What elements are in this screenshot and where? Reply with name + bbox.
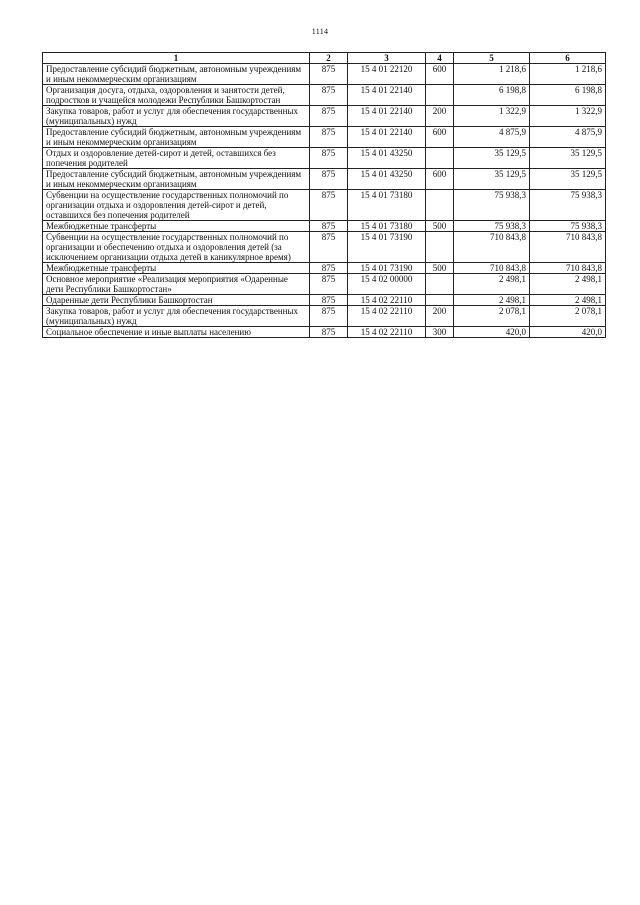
budget-table <box>42 52 606 338</box>
row-amount-1-cell: 4 875,9 <box>454 127 530 148</box>
row-name-cell: Предоставление субсидий бюджетным, автономным учреждениям и иным некоммерческим организациям <box>43 64 310 85</box>
row-amount-1-cell: 75 938,3 <box>454 221 530 232</box>
row-amount-2-cell: 2 078,1 <box>530 306 606 327</box>
row-name-cell: Межбюджетные трансферты <box>43 263 310 274</box>
row-amount-1-cell: 420,0 <box>454 327 530 338</box>
row-type-cell <box>426 190 454 221</box>
row-type-cell <box>426 232 454 263</box>
table-row <box>43 64 606 85</box>
row-amount-1-cell: 1 218,6 <box>454 64 530 85</box>
table-row <box>43 169 606 190</box>
row-type-cell <box>426 274 454 295</box>
row-ministry-cell: 875 <box>310 127 348 148</box>
row-amount-1-cell: 35 129,5 <box>454 148 530 169</box>
row-amount-1-cell: 75 938,3 <box>454 190 530 221</box>
row-amount-2-cell: 6 198,8 <box>530 85 606 106</box>
row-ministry-cell: 875 <box>310 221 348 232</box>
row-type-cell <box>426 85 454 106</box>
row-target-cell: 15 4 02 00000 <box>348 274 426 295</box>
row-target-cell: 15 4 02 22110 <box>348 327 426 338</box>
row-type-cell <box>426 295 454 306</box>
table-row <box>43 221 606 232</box>
row-name-cell: Одаренные дети Республики Башкортостан <box>43 295 310 306</box>
row-type-cell: 600 <box>426 64 454 85</box>
header-row <box>43 53 606 64</box>
table-row <box>43 232 606 263</box>
row-name-cell: Субвенции на осуществление государственных полномочий по организации и обеспечению отдыха и оздоровления детей (за исключением организации отдыха детей в каникулярное время) <box>43 232 310 263</box>
row-ministry-cell: 875 <box>310 190 348 221</box>
row-target-cell: 15 4 01 22140 <box>348 127 426 148</box>
row-type-cell: 200 <box>426 106 454 127</box>
row-target-cell: 15 4 01 73180 <box>348 221 426 232</box>
row-ministry-cell: 875 <box>310 106 348 127</box>
row-ministry-cell: 875 <box>310 263 348 274</box>
page-number: 1114 <box>311 27 329 36</box>
table-row <box>43 327 606 338</box>
column-header-3: 3 <box>348 53 426 64</box>
row-type-cell: 200 <box>426 306 454 327</box>
row-amount-2-cell: 710 843,8 <box>530 232 606 263</box>
row-amount-1-cell: 2 498,1 <box>454 295 530 306</box>
table-row <box>43 306 606 327</box>
table-row <box>43 274 606 295</box>
row-amount-2-cell: 710 843,8 <box>530 263 606 274</box>
row-type-cell: 300 <box>426 327 454 338</box>
row-ministry-cell: 875 <box>310 232 348 263</box>
row-target-cell: 15 4 01 43250 <box>348 148 426 169</box>
row-name-cell: Межбюджетные трансферты <box>43 221 310 232</box>
table-row <box>43 148 606 169</box>
row-name-cell: Субвенции на осуществление государственных полномочий по организации отдыха и оздоровления детей-сирот и детей, оставшихся без попечения родителей <box>43 190 310 221</box>
row-type-cell: 600 <box>426 169 454 190</box>
row-target-cell: 15 4 01 22140 <box>348 106 426 127</box>
row-target-cell: 15 4 01 43250 <box>348 169 426 190</box>
row-amount-1-cell: 35 129,5 <box>454 169 530 190</box>
column-header-1: 1 <box>43 53 310 64</box>
row-amount-1-cell: 2 498,1 <box>454 274 530 295</box>
column-header-4: 4 <box>426 53 454 64</box>
row-ministry-cell: 875 <box>310 64 348 85</box>
row-type-cell: 500 <box>426 263 454 274</box>
row-name-cell: Закупка товаров, работ и услуг для обеспечения государственных (муниципальных) нужд <box>43 306 310 327</box>
row-amount-2-cell: 1 218,6 <box>530 64 606 85</box>
row-ministry-cell: 875 <box>310 169 348 190</box>
row-amount-1-cell: 6 198,8 <box>454 85 530 106</box>
row-target-cell: 15 4 01 73190 <box>348 232 426 263</box>
row-amount-1-cell: 710 843,8 <box>454 263 530 274</box>
row-ministry-cell: 875 <box>310 274 348 295</box>
row-type-cell <box>426 148 454 169</box>
row-target-cell: 15 4 01 22120 <box>348 64 426 85</box>
row-amount-2-cell: 35 129,5 <box>530 148 606 169</box>
row-ministry-cell: 875 <box>310 327 348 338</box>
table-body <box>43 64 606 338</box>
table-header <box>43 53 606 64</box>
table-row <box>43 85 606 106</box>
row-type-cell: 600 <box>426 127 454 148</box>
row-ministry-cell: 875 <box>310 306 348 327</box>
table-row <box>43 263 606 274</box>
row-amount-2-cell: 4 875,9 <box>530 127 606 148</box>
row-amount-2-cell: 35 129,5 <box>530 169 606 190</box>
column-header-2: 2 <box>310 53 348 64</box>
row-amount-2-cell: 2 498,1 <box>530 295 606 306</box>
row-target-cell: 15 4 01 73190 <box>348 263 426 274</box>
row-target-cell: 15 4 02 22110 <box>348 306 426 327</box>
row-name-cell: Социальное обеспечение и иные выплаты населению <box>43 327 310 338</box>
row-amount-2-cell: 1 322,9 <box>530 106 606 127</box>
row-target-cell: 15 4 02 22110 <box>348 295 426 306</box>
row-ministry-cell: 875 <box>310 148 348 169</box>
row-amount-2-cell: 2 498,1 <box>530 274 606 295</box>
column-header-6: 6 <box>530 53 606 64</box>
row-amount-2-cell: 75 938,3 <box>530 221 606 232</box>
row-amount-1-cell: 710 843,8 <box>454 232 530 263</box>
row-name-cell: Закупка товаров, работ и услуг для обеспечения государственных (муниципальных) нужд <box>43 106 310 127</box>
row-target-cell: 15 4 01 22140 <box>348 85 426 106</box>
row-name-cell: Предоставление субсидий бюджетным, автономным учреждениям и иным некоммерческим организациям <box>43 169 310 190</box>
row-amount-1-cell: 1 322,9 <box>454 106 530 127</box>
row-name-cell: Отдых и оздоровление детей-сирот и детей, оставшихся без попечения родителей <box>43 148 310 169</box>
table-row <box>43 106 606 127</box>
table-row <box>43 295 606 306</box>
row-name-cell: Основное мероприятие «Реализация мероприятия «Одаренные дети Республики Башкортостан» <box>43 274 310 295</box>
row-type-cell: 500 <box>426 221 454 232</box>
table-row <box>43 190 606 221</box>
row-amount-2-cell: 420,0 <box>530 327 606 338</box>
row-ministry-cell: 875 <box>310 85 348 106</box>
row-target-cell: 15 4 01 73180 <box>348 190 426 221</box>
row-name-cell: Предоставление субсидий бюджетным, автономным учреждениям и иным некоммерческим организациям <box>43 127 310 148</box>
row-name-cell: Организация досуга, отдыха, оздоровления и занятости детей, подростков и учащейся молодежи Республики Башкортостан <box>43 85 310 106</box>
row-ministry-cell: 875 <box>310 295 348 306</box>
row-amount-1-cell: 2 078,1 <box>454 306 530 327</box>
table-row <box>43 127 606 148</box>
row-amount-2-cell: 75 938,3 <box>530 190 606 221</box>
column-header-5: 5 <box>454 53 530 64</box>
